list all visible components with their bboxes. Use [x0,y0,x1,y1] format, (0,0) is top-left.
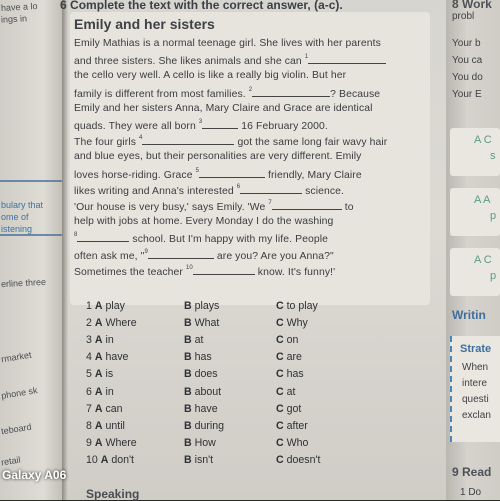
option-text: isn't [194,453,214,466]
option-c[interactable] [276,403,301,415]
option-a[interactable] [86,368,113,380]
option-a[interactable] [86,300,125,312]
option-a[interactable] [86,454,134,466]
option-c[interactable] [276,386,295,398]
story-text: ? Because [330,88,381,100]
option-b[interactable] [184,368,218,380]
story-line [74,168,362,181]
option-b[interactable] [184,317,219,329]
option-text: Where [105,317,137,330]
option-text: can [105,402,123,415]
question-number: 1 [86,300,92,312]
option-letter: C [276,453,284,466]
option-a[interactable] [86,334,114,346]
story-text: Sometimes the teacher [74,266,186,278]
strategy-line: exclan [462,410,491,421]
option-c[interactable] [276,368,304,380]
option-letter: B [184,436,192,449]
activity-label: A C [474,134,492,146]
option-text: has [194,351,212,364]
section-9-heading: 9 Read [452,465,492,479]
option-text: is [105,368,114,381]
option-text: are [286,351,302,364]
section-8-heading: 8 Work [452,0,492,11]
option-text: plays [194,300,220,312]
story-text: The four girls [74,137,140,149]
left-page-divider [0,180,62,182]
option-text: play [105,300,125,312]
option-text: have [194,402,218,415]
story-text: likes writing and Anna's interested [74,185,237,197]
activity-label: A C [474,254,492,266]
option-letter: C [276,419,284,432]
writing-heading: Writin [452,308,486,322]
answer-gap[interactable] [193,265,255,275]
strategy-line: intere [462,378,488,389]
strategy-heading: Strate [460,343,492,355]
story-text: quads. They were all born [74,121,199,132]
story-line [74,87,380,100]
question-number: 6 [86,385,92,398]
option-letter: C [276,402,284,415]
gap-number: 7 [268,200,272,206]
option-letter: B [184,300,192,312]
option-letter: A [94,300,103,312]
option-c[interactable] [276,300,318,312]
option-b[interactable] [184,437,216,449]
left-page-divider [0,234,62,236]
answer-gap[interactable] [77,232,129,242]
option-letter: A [94,351,103,364]
gap-number: 10 [185,264,193,271]
gap-number: 8 [74,232,78,239]
story-text: got the same long fair wavy hair [234,137,388,149]
story-text: loves horse-riding. Grace [74,169,196,181]
story-line [74,184,344,197]
option-c[interactable] [276,351,302,363]
option-letter: C [276,300,284,312]
question-number: 8 [86,419,92,432]
story-line: Emily and her sisters Anna, Mary Claire and Grace are identical [74,102,373,114]
option-letter: C [276,436,284,449]
task-heading [60,0,343,12]
story-text: family is different from most families. [74,88,249,100]
option-a[interactable] [86,437,137,449]
question-number: 2 [86,317,92,330]
option-letter: C [276,317,284,330]
left-page-fragment: rmarket [0,349,33,365]
option-text: on [286,334,299,347]
option-c[interactable] [276,454,320,466]
option-text: How [194,436,216,449]
gap-number: 1 [304,54,309,61]
option-letter: C [276,368,284,381]
option-letter: C [276,334,284,347]
section-8-subtitle: probl [452,11,475,22]
right-line: You ca [452,55,483,66]
option-text: after [286,419,308,432]
option-a[interactable] [86,317,137,329]
option-text: about [194,385,222,398]
right-line: Your b [452,38,481,49]
option-text: at [286,385,296,398]
option-letter: A [94,402,103,415]
activity-sub: p [490,210,497,222]
left-page-fragment: istening [1,224,33,234]
story-line [74,265,335,278]
option-letter: B [184,402,192,415]
section-9-subtitle: 1 Do [460,487,482,498]
answer-gap[interactable] [252,87,330,97]
story-text: 16 February 2000. [238,121,328,132]
option-text: during [194,419,225,432]
answer-gap[interactable] [240,184,302,194]
option-c[interactable] [276,437,308,449]
option-b[interactable] [184,334,203,346]
gap-number: 5 [195,167,200,174]
story-text: to [341,202,354,213]
story-line [74,54,386,67]
strategy-line: questi [462,394,489,405]
left-page-fragment: ome of [1,212,29,222]
task-instruction: Complete the text with the correct answer, (a-c). [70,0,343,12]
option-text: doesn't [286,453,321,466]
option-b[interactable] [184,351,212,363]
gap-number: 4 [139,135,143,142]
option-b[interactable] [184,386,221,398]
option-letter: A [94,334,103,347]
activity-sub: p [490,270,497,282]
option-letter: C [276,385,284,398]
option-letter: A [94,368,103,381]
story-text: friendly, Mary Claire [265,169,362,181]
option-letter: B [184,317,192,330]
option-c[interactable] [276,420,308,432]
option-letter: A [94,436,103,449]
answer-gap[interactable] [148,249,214,259]
question-number: 7 [86,402,92,415]
option-text: What [194,317,220,330]
right-line: Your E [452,89,482,100]
left-page-fragment: have a lo [0,1,38,13]
option-text: Where [105,436,137,449]
left-page-fragment: phone sk [0,385,39,401]
right-line: You do [452,72,483,83]
story-title: Emily and her sisters [74,16,215,32]
story-line [74,232,328,245]
option-letter: B [184,351,192,364]
option-text: until [105,419,125,432]
option-letter: B [184,385,192,398]
answer-gap[interactable] [202,119,238,129]
option-b[interactable] [184,300,219,312]
story-line [74,119,328,132]
option-text: does [194,368,218,381]
gap-number: 9 [144,248,148,255]
camera-watermark: Galaxy A06 [2,468,67,482]
gap-number: 6 [236,183,241,190]
option-a[interactable] [86,420,125,432]
story-line [74,135,387,148]
option-c[interactable] [276,334,298,346]
option-letter: B [184,334,192,347]
option-text: in [105,385,114,398]
answer-gap[interactable] [199,168,265,178]
option-letter: A [94,419,103,432]
option-text: at [194,334,204,347]
story-line: Emily Mathias is a normal teenage girl. She lives with her parents [74,38,381,49]
story-text: often ask me, " [74,250,145,262]
story-line: and blue eyes, but their personalities are very different. Emily [74,151,362,163]
left-page-fragment: erline three [0,276,47,290]
left-page-fragment: ings in [0,13,28,25]
question-number: 4 [86,351,92,364]
question-number: 5 [86,368,92,381]
left-page-fragment: bulary that [1,200,44,210]
story-text: science. [302,185,345,197]
option-text: in [105,334,114,347]
option-text: don't [111,453,135,466]
story-line: the cello very well. A cello is like a really big violin. But her [74,70,347,82]
story-text: are you? Are you Anna?" [213,250,334,262]
option-b[interactable] [184,454,213,466]
option-letter: B [184,419,192,432]
option-text: have [105,351,129,364]
left-page-fragment: teboard [0,421,33,437]
question-number: 10 [86,453,98,466]
question-number: 9 [86,436,92,449]
option-text: Why [286,317,308,330]
option-text: has [286,368,304,381]
answer-gap[interactable] [142,135,234,145]
option-text: got [286,402,302,415]
gap-number: 2 [248,86,253,93]
option-letter: B [184,453,192,466]
story-text: and three sisters. She likes animals and she can [74,56,305,68]
option-letter: A [94,317,103,330]
next-section-heading: Speaking [86,487,140,501]
option-letter: B [184,368,192,381]
option-b[interactable] [184,420,224,432]
option-letter: A [94,385,103,398]
answer-gap[interactable] [308,54,386,64]
option-a[interactable] [86,351,128,363]
left-page-fragment: retail [0,454,22,468]
story-line [74,249,334,262]
option-b[interactable] [184,403,218,415]
activity-sub: s [490,150,496,162]
option-letter: C [276,351,284,364]
story-text: school. But I'm happy with my life. People [129,234,329,246]
story-line [74,200,354,213]
story-text: 'Our house is very busy,' says Emily. 'We [74,202,269,213]
story-line: help with jobs at home. Every Monday I do the washing [74,216,334,228]
option-a[interactable] [86,386,114,398]
option-text: Who [286,436,309,449]
option-c[interactable] [276,317,308,329]
activity-label: A A [474,194,491,206]
task-number: 6 [60,0,67,12]
story-text: know. It's funny!' [254,266,336,278]
option-letter: A [100,453,109,466]
question-number: 3 [86,334,92,347]
option-a[interactable] [86,403,123,415]
strategy-line: When [462,362,489,373]
gap-number: 3 [198,119,203,125]
answer-gap[interactable] [272,200,342,210]
option-text: to play [286,300,318,312]
